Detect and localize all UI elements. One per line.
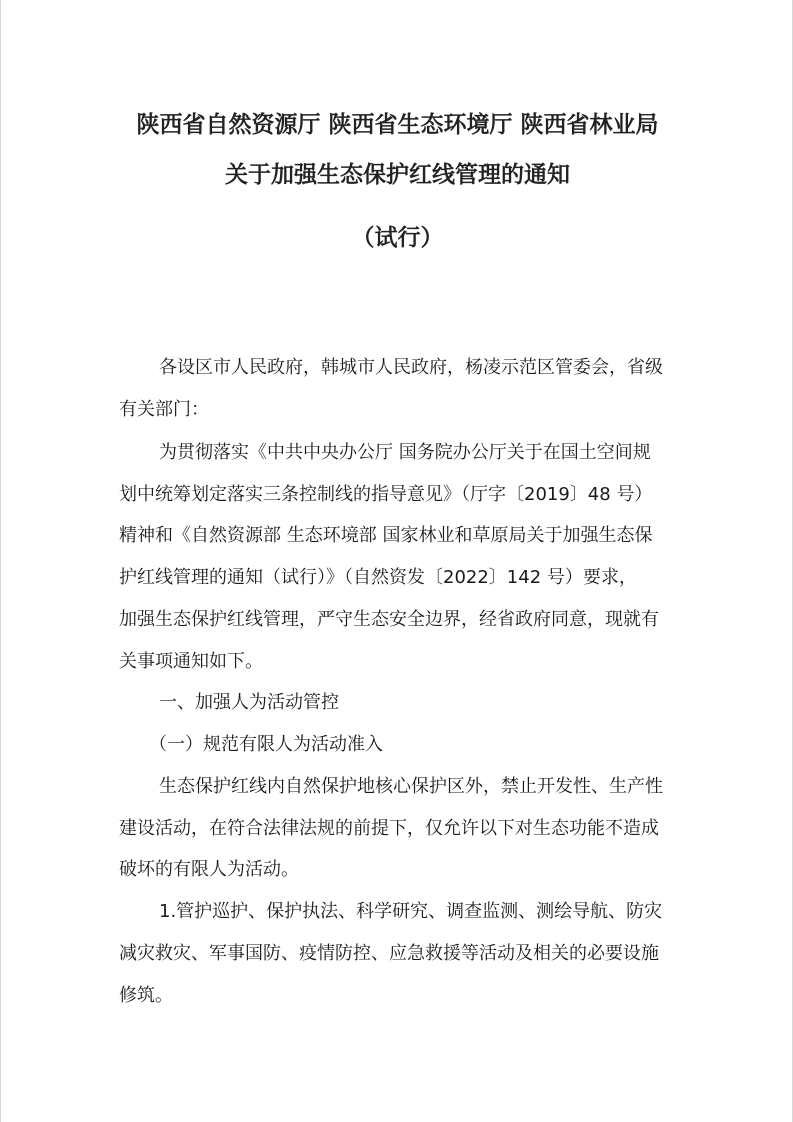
salutation-line: 各设区市人民政府，韩城市人民政府，杨凌示范区管委会，省级 <box>159 357 663 378</box>
paragraph-line: 精神和《自然资源部 生态环境部 国家林业和草原局关于加强生态保 <box>119 525 653 546</box>
paragraph-line: 加强生态保护红线管理，严守生态安全边界，经省政府同意，现就有 <box>119 609 659 630</box>
list-item-line: 修筑。 <box>119 985 173 1006</box>
document-title-issuers: 陕西省自然资源厅 陕西省生态环境厅 陕西省林业局 <box>136 112 659 138</box>
document-title-trial: （试行） <box>351 225 444 251</box>
paragraph-line: 划中统筹划定落实三条控制线的指导意见》（厅字〔2019〕48 号） <box>119 484 653 505</box>
subsection-heading: （一）规范有限人为活动准入 <box>149 734 383 755</box>
paragraph-line: 关事项通知如下。 <box>119 651 263 672</box>
list-item-line: 1.管护巡护、保护执法、科学研究、调查监测、测绘导航、防灾 <box>159 901 663 922</box>
paragraph-line: 建设活动，在符合法律法规的前提下，仅允许以下对生态功能不造成 <box>119 818 659 839</box>
paragraph-line: 为贯彻落实《中共中央办公厅 国务院办公厅关于在国土空间规 <box>159 442 651 463</box>
document-title-main: 关于加强生态保护红线管理的通知 <box>225 162 570 188</box>
salutation-line: 有关部门： <box>119 399 209 420</box>
paragraph-line: 生态保护红线内自然保护地核心保护区外，禁止开发性、生产性 <box>159 776 663 797</box>
list-item-line: 减灾救灾、军事国防、疫情防控、应急救援等活动及相关的必要设施 <box>119 943 659 964</box>
section-heading: 一、加强人为活动管控 <box>159 692 339 713</box>
paragraph-line: 破坏的有限人为活动。 <box>119 859 299 880</box>
paragraph-line: 护红线管理的通知（试行）》（自然资发〔2022〕142 号）要求， <box>119 567 637 588</box>
